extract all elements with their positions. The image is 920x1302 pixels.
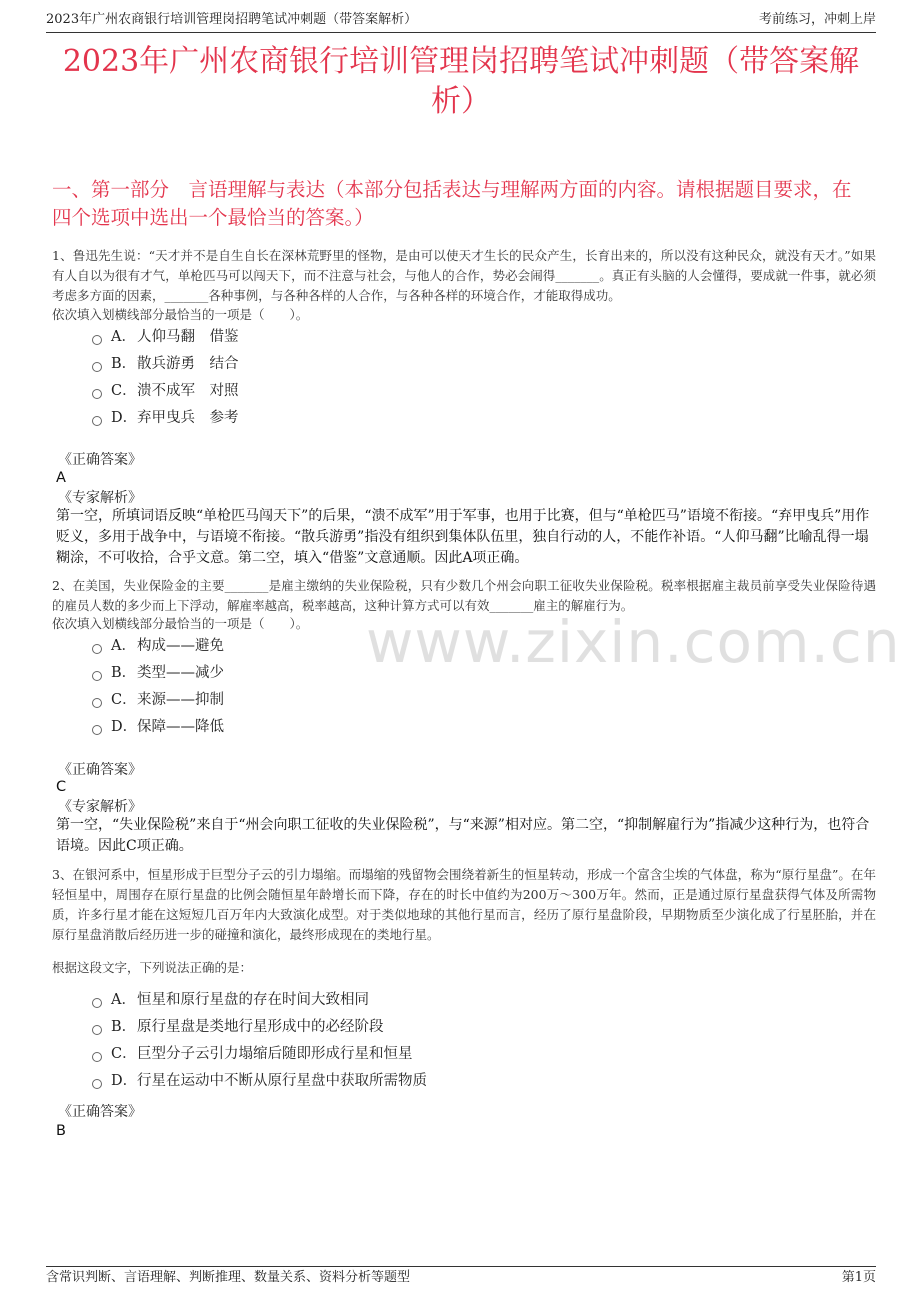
question-hint: 依次填入划横线部分最恰当的一项是（ ）。 bbox=[52, 616, 309, 631]
answer-value: A bbox=[56, 470, 66, 486]
radio-icon[interactable] bbox=[92, 362, 102, 372]
radio-icon[interactable] bbox=[92, 1079, 102, 1089]
answer-value: B bbox=[56, 1123, 66, 1139]
radio-icon[interactable] bbox=[92, 1052, 102, 1062]
answer-value: C bbox=[56, 779, 67, 795]
question-3 bbox=[52, 865, 876, 945]
option-d[interactable]: D． 行星在运动中不断从原行星盘中获取所需物质 bbox=[92, 1068, 427, 1095]
section-heading: 一、第一部分 言语理解与表达（本部分包括表达与理解两方面的内容。请根据题目要求，在四个选项中选出一个最恰当的答案。） bbox=[52, 178, 852, 229]
options-q2 bbox=[92, 633, 224, 741]
radio-icon[interactable] bbox=[92, 671, 102, 681]
radio-icon[interactable] bbox=[92, 698, 102, 708]
analysis-label: 《专家解析》 bbox=[58, 799, 142, 815]
page-footer bbox=[46, 1266, 876, 1287]
radio-icon[interactable] bbox=[92, 644, 102, 654]
answer-label: 《正确答案》 bbox=[58, 762, 142, 778]
watermark: www.zixin.com.cn bbox=[366, 608, 901, 676]
question-1 bbox=[52, 246, 876, 306]
analysis-text: 第一空，“失业保险税”来自于“州会向职工征收的失业保险税”，与“来源”相对应。第二空，“抑制解雇行为”指减少这种行为，也符合语境。因此C项正确。 bbox=[56, 817, 870, 854]
option-d[interactable]: D． 弃甲曳兵 参考 bbox=[92, 405, 239, 432]
page-header bbox=[46, 10, 876, 33]
radio-icon[interactable] bbox=[92, 416, 102, 426]
radio-icon[interactable] bbox=[92, 1025, 102, 1035]
options-q3 bbox=[92, 987, 427, 1095]
option-a[interactable]: A． 人仰马翻 借鉴 bbox=[92, 324, 239, 351]
option-a[interactable]: A． 构成——避免 bbox=[92, 633, 224, 660]
option-b[interactable]: B． 散兵游勇 结合 bbox=[92, 351, 239, 378]
radio-icon[interactable] bbox=[92, 998, 102, 1008]
option-b[interactable]: B． 原行星盘是类地行星形成中的必经阶段 bbox=[92, 1014, 427, 1041]
page-title: 2023年广州农商银行培训管理岗招聘笔试冲刺题（带答案解析） bbox=[62, 44, 860, 119]
footer-note: 含常识判断、言语理解、判断推理、数量关系、资料分析等题型 bbox=[46, 1270, 411, 1285]
option-b[interactable]: B． 类型——减少 bbox=[92, 660, 224, 687]
question-stem: 2、在美国，失业保险金的主要_______是雇主缴纳的失业保险税，只有少数几个州会向职工征收失业保险税。税率根据雇主裁员前享受失业保险待遇的雇员人数的多少而上下浮动，解雇率越高，税率越高，这种计算方式可以有效_______雇主的解雇行为。 bbox=[52, 578, 876, 613]
question-hint: 根据这段文字，下列说法正确的是： bbox=[52, 960, 253, 975]
answer-label: 《正确答案》 bbox=[58, 452, 142, 468]
analysis-text: 第一空，所填词语反映“单枪匹马闯天下”的后果，“溃不成军”用于军事，也用于比赛，但与“单枪匹马”语境不衔接。“弃甲曳兵”用作贬义，多用于战争中，与语境不衔接。“散兵游勇”指没有组织到集体队伍里，独自行动的人，不能作补语。“人仰马翻”比喻乱得一塌糊涂，不可收拾，合乎文意。第二空，填入“借鉴”文意通顺。因此A项正确。 bbox=[56, 508, 870, 566]
radio-icon[interactable] bbox=[92, 725, 102, 735]
option-c[interactable]: C． 来源——抑制 bbox=[92, 687, 224, 714]
analysis-label: 《专家解析》 bbox=[58, 490, 142, 506]
header-slogan: 考前练习，冲刺上岸 bbox=[758, 12, 876, 27]
radio-icon[interactable] bbox=[92, 335, 102, 345]
options-q1 bbox=[92, 324, 239, 432]
option-d[interactable]: D． 保障——降低 bbox=[92, 714, 224, 741]
question-2 bbox=[52, 576, 876, 616]
header-doc-title: 2023年广州农商银行培训管理岗招聘笔试冲刺题（带答案解析） bbox=[46, 12, 418, 27]
option-a[interactable]: A． 恒星和原行星盘的存在时间大致相同 bbox=[92, 987, 427, 1014]
radio-icon[interactable] bbox=[92, 389, 102, 399]
question-stem: 1、鲁迅先生说：“天才并不是自生自长在深林荒野里的怪物，是由可以使天才生长的民众产生，长育出来的，所以没有这种民众，就没有天才。”如果有人自以为很有才气，单枪匹马可以闯天下，而不注意与社会，与他人的合作，势必会闹得_______。真正有头脑的人会懂得，要成就一件事，就必须考虑多方面的因素，_______各种事例，与各种各样的人合作，与各种各样的环境合作，才能取得成功。 bbox=[52, 248, 876, 303]
question-hint: 依次填入划横线部分最恰当的一项是（ ）。 bbox=[52, 307, 309, 322]
page-number: 第1页 bbox=[841, 1270, 876, 1285]
option-c[interactable]: C． 巨型分子云引力塌缩后随即形成行星和恒星 bbox=[92, 1041, 427, 1068]
option-c[interactable]: C． 溃不成军 对照 bbox=[92, 378, 239, 405]
question-stem: 3、在银河系中，恒星形成于巨型分子云的引力塌缩。而塌缩的残留物会围绕着新生的恒星转动，形成一个富含尘埃的气体盘，称为“原行星盘”。在年轻恒星中，周围存在原行星盘的比例会随恒星年龄增长而下降，存在的时长中值约为200万～300万年。然而，正是通过原行星盘获得气体及所需物质，许多行星才能在这短短几百万年内大致演化成型。对于类似地球的其他行星而言，经历了原行星盘阶段，早期物质至少演化成了行星胚胎，并在原行星盘消散后经历进一步的碰撞和演化，最终形成现在的类地行星。 bbox=[52, 867, 876, 942]
answer-label: 《正确答案》 bbox=[58, 1104, 142, 1120]
